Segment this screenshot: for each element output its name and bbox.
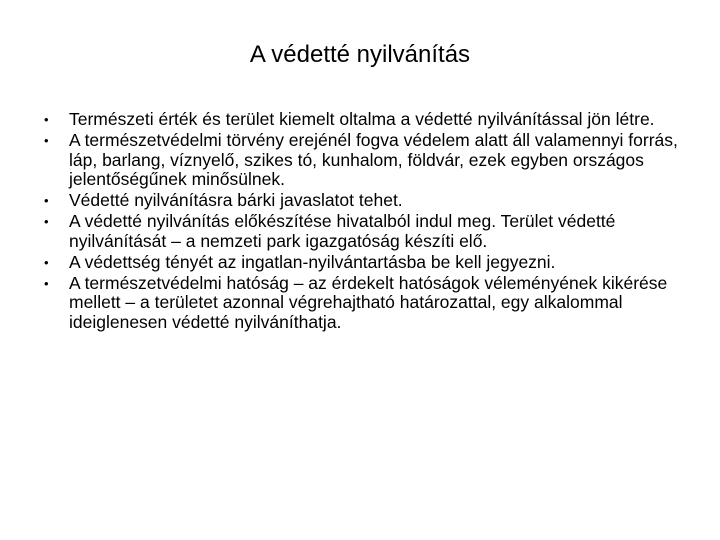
bullet-item bbox=[44, 131, 694, 190]
bullet-icon: • bbox=[44, 193, 49, 208]
bullet-text: A természetvédelmi törvény erejénél fogva védelem alatt áll valamennyi forrás, láp, barlang, víznyelő, szikes tó, kunhalom, földvár, ezek egyben országos jelentőségűnek minősülnek. bbox=[69, 130, 678, 189]
bullet-item bbox=[44, 110, 694, 130]
bullet-item bbox=[44, 191, 694, 211]
bullet-text: Védetté nyilvánításra bárki javaslatot tehet. bbox=[69, 190, 403, 210]
bullet-text: A védettség tényét az ingatlan-nyilvántartásba be kell jegyezni. bbox=[69, 251, 556, 272]
bullet-icon: • bbox=[44, 214, 49, 229]
bullet-item bbox=[44, 274, 694, 333]
bullet-icon: • bbox=[44, 133, 49, 148]
bullet-list bbox=[44, 110, 694, 334]
bullet-icon: • bbox=[44, 254, 49, 270]
bullet-text: A védetté nyilvánítás előkészítése hivatalból indul meg. Terület védetté nyilvánítását – a nemzeti park igazgatóság készíti elő. bbox=[69, 211, 616, 251]
bullet-icon: • bbox=[44, 112, 49, 127]
slide-title: A védetté nyilvánítás bbox=[249, 41, 471, 68]
bullet-text: A természetvédelmi hatóság – az érdekelt hatóságok véleményének kikérése mellett – a területet azonnal végrehajtható határozattal, egy alkalommal ideiglenesen védetté nyilváníthatja. bbox=[69, 272, 668, 332]
bullet-item bbox=[44, 212, 694, 251]
bullet-icon: • bbox=[44, 275, 49, 291]
bullet-text: Természeti érték és terület kiemelt oltalma a védetté nyilvánítással jön létre. bbox=[69, 109, 655, 129]
bullet-item bbox=[44, 253, 694, 273]
